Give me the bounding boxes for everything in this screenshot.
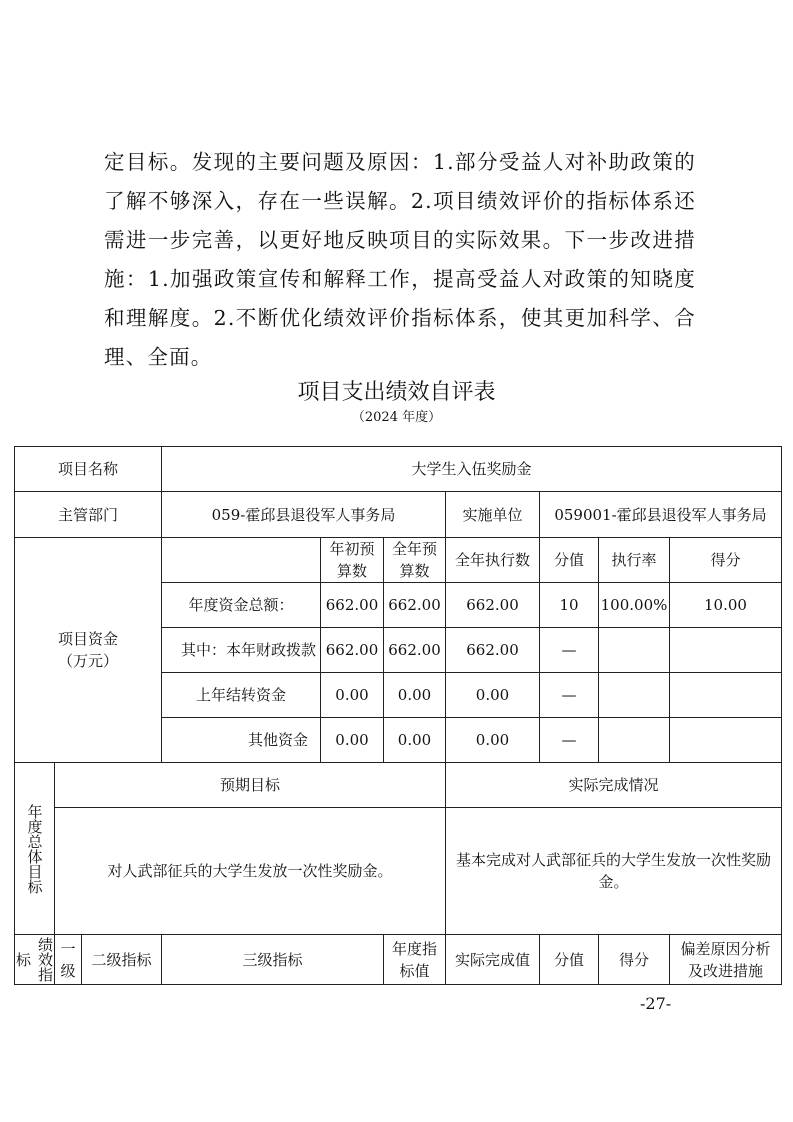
funds-cell: — bbox=[539, 717, 599, 763]
funds-cell: 100.00% bbox=[598, 582, 670, 628]
score-header: 得分 bbox=[598, 934, 670, 985]
page-number: -27- bbox=[640, 994, 672, 1013]
unit: 059001-霍邱县退役军人事务局 bbox=[539, 491, 782, 538]
funds-cell: 0.00 bbox=[445, 672, 540, 718]
expected-goal-header: 预期目标 bbox=[54, 762, 446, 808]
unit-label: 实施单位 bbox=[445, 491, 540, 538]
funds-cell: 0.00 bbox=[445, 717, 540, 763]
funds-cell: 662.00 bbox=[383, 582, 446, 628]
project-name: 大学生入伍奖励金 bbox=[161, 446, 782, 492]
funds-cell bbox=[598, 627, 670, 673]
funds-cell: 0.00 bbox=[320, 672, 384, 718]
funds-cell: 0.00 bbox=[383, 672, 446, 718]
funds-row-label: 上年结转资金 bbox=[161, 672, 321, 718]
funds-header: 全年预算数 bbox=[383, 537, 446, 583]
actual-completion: 基本完成对人武部征兵的大学生发放一次性奖励金。 bbox=[445, 807, 782, 935]
funds-cell: 662.00 bbox=[320, 582, 384, 628]
indicator-side-a: 标 bbox=[16, 950, 32, 969]
dept-label: 主管部门 bbox=[14, 491, 162, 538]
funds-cell bbox=[598, 672, 670, 718]
target-header: 年度指标值 bbox=[383, 934, 446, 985]
funds-cell bbox=[669, 672, 782, 718]
funds-row-label: 年度资金总额： bbox=[161, 582, 321, 628]
funds-cell: 662.00 bbox=[383, 627, 446, 673]
funds-cell: 0.00 bbox=[320, 717, 384, 763]
funds-header: 执行率 bbox=[598, 537, 670, 583]
deviation-header: 偏差原因分析及改进措施 bbox=[669, 934, 782, 985]
funds-row-label: 其他资金 bbox=[161, 717, 321, 763]
actual-value-header: 实际完成值 bbox=[445, 934, 540, 985]
funds-header: 全年执行数 bbox=[445, 537, 540, 583]
funds-header: 得分 bbox=[669, 537, 782, 583]
funds-row-label: 其中：本年财政拨款 bbox=[161, 627, 321, 673]
funds-header-blank bbox=[161, 537, 321, 583]
actual-completion-header: 实际完成情况 bbox=[445, 762, 782, 808]
project-name-label: 项目名称 bbox=[14, 446, 162, 492]
funds-label: 项目资金（万元） bbox=[14, 537, 162, 763]
funds-cell: 662.00 bbox=[445, 627, 540, 673]
funds-cell: — bbox=[539, 672, 599, 718]
body-paragraph bbox=[104, 143, 696, 377]
level1-header: 一级 bbox=[54, 934, 82, 985]
score-value-header: 分值 bbox=[539, 934, 599, 985]
table-title: 项目支出绩效自评表 bbox=[297, 380, 496, 405]
annual-goal-label: 年度总体目标 bbox=[14, 762, 55, 935]
funds-cell: 0.00 bbox=[383, 717, 446, 763]
funds-cell bbox=[669, 717, 782, 763]
funds-cell: — bbox=[539, 627, 599, 673]
funds-cell bbox=[598, 717, 670, 763]
funds-header: 分值 bbox=[539, 537, 599, 583]
paragraph-text: 定目标。发现的主要问题及原因：1.部分受益人对补助政策的了解不够深入，存在一些误解。2.项目绩效评价的指标体系还需进一步完善，以更好地反映项目的实际效果。下一步改进措施：1.加强政策宣传和解释工作，提高受益人对政策的知晓度和理解度。2.不断优化绩效评价指标体系，使其更加科学、合理、全面。 bbox=[104, 150, 696, 369]
funds-cell: 662.00 bbox=[445, 582, 540, 628]
funds-cell: 662.00 bbox=[320, 627, 384, 673]
indicator-side-b: 绩效指 bbox=[36, 937, 54, 982]
level3-header: 三级指标 bbox=[161, 934, 384, 985]
funds-cell: 10 bbox=[539, 582, 599, 628]
dept: 059-霍邱县退役军人事务局 bbox=[161, 491, 446, 538]
expected-goal: 对人武部征兵的大学生发放一次性奖励金。 bbox=[54, 807, 446, 935]
level2-header: 二级指标 bbox=[81, 934, 162, 985]
funds-header: 年初预算数 bbox=[320, 537, 384, 583]
funds-cell: 10.00 bbox=[669, 582, 782, 628]
funds-cell bbox=[669, 627, 782, 673]
indicator-side-label bbox=[14, 934, 55, 985]
table-subtitle: （2024 年度） bbox=[351, 410, 442, 425]
